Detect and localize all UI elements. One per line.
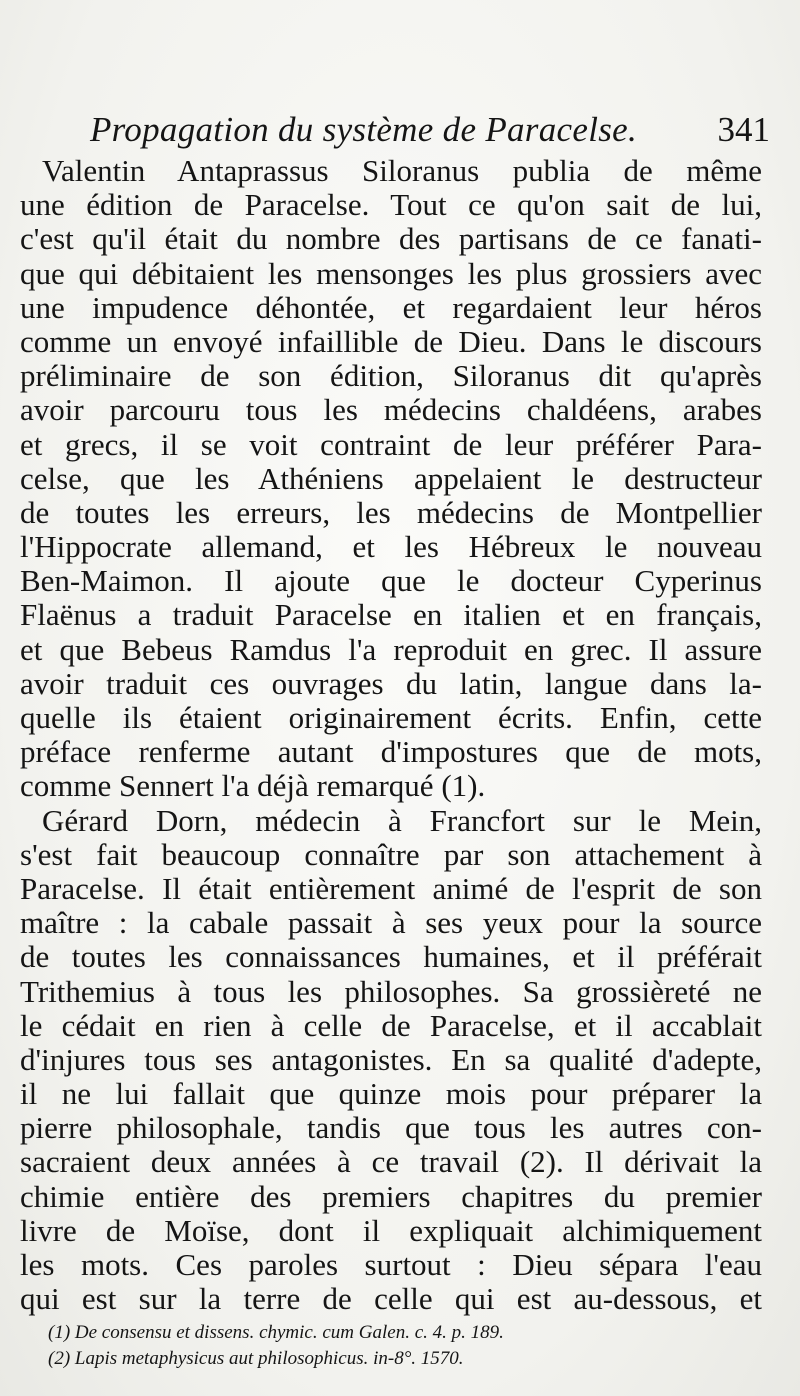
text-line: il ne lui fallait que quinze mois pour préparer la <box>20 1076 762 1112</box>
text-line: Ben-Maimon. Il ajoute que le docteur Cyperinus <box>20 563 762 599</box>
text-line: pierre philosophale, tandis que tous les autres con- <box>20 1110 762 1146</box>
text-line: que qui débitaient les mensonges les plus grossiers avec <box>20 255 762 291</box>
footnote: (1) De consensu et dissens. chymic. cum Galen. c. 4. p. 189. <box>48 1322 504 1343</box>
text-line: Paracelse. Il était entièrement animé de l'esprit de son <box>20 870 762 906</box>
text-line: de toutes les erreurs, les médecins de Montpellier <box>20 494 762 530</box>
text-line: le cédait en rien à celle de Paracelse, et il accablait <box>20 1007 762 1043</box>
text-line: Valentin Antaprassus Siloranus publia de même <box>42 153 762 188</box>
page-number: 341 <box>717 110 770 149</box>
text-line: c'est qu'il était du nombre des partisans de ce fanati- <box>20 221 762 257</box>
text-line: avoir traduit ces ouvrages du latin, langue dans la- <box>20 665 762 701</box>
text-line: de toutes les connaissances humaines, et il préférait <box>20 939 762 975</box>
text-line: une impudence déhontée, et regardaient leur héros <box>20 289 762 325</box>
text-line: préface renferme autant d'impostures que de mots, <box>20 734 762 770</box>
text-line: sacraient deux années à ce travail (2). Il dérivait la <box>20 1144 762 1180</box>
text-line: maître : la cabale passait à ses yeux pour la source <box>20 905 762 941</box>
text-line: comme un envoyé infaillible de Dieu. Dans le discours <box>20 323 762 359</box>
text-line: s'est fait beaucoup connaître par son attachement à <box>20 836 762 872</box>
body-text <box>20 154 762 1316</box>
text-line: chimie entière des premiers chapitres du premier <box>20 1178 762 1214</box>
text-line: une édition de Paracelse. Tout ce qu'on sait de lui, <box>20 187 762 223</box>
text-line: comme Sennert l'a déjà remarqué (1). <box>20 768 486 804</box>
text-line: quelle ils étaient originairement écrits. Enfin, cette <box>20 700 762 735</box>
running-head <box>90 110 770 154</box>
text-line: les mots. Ces paroles surtout : Dieu sépara l'eau <box>20 1247 762 1282</box>
text-line: et grecs, il se voit contraint de leur préférer Para- <box>20 426 762 462</box>
text-line: avoir parcouru tous les médecins chaldéens, arabes <box>20 392 762 428</box>
text-line: l'Hippocrate allemand, et les Hébreux le nouveau <box>20 529 762 565</box>
text-line: et que Bebeus Ramdus l'a reproduit en grec. Il assure <box>20 631 762 667</box>
text-line: Gérard Dorn, médecin à Francfort sur le Mein, <box>42 802 762 838</box>
footnote: (2) Lapis metaphysicus aut philosophicus. in-8°. 1570. <box>48 1348 464 1369</box>
text-line: qui est sur la terre de celle qui est au-dessous, et <box>20 1281 762 1317</box>
text-line: livre de Moïse, dont il expliquait alchimiquement <box>20 1212 762 1248</box>
running-title: Propagation du système de Paracelse. <box>90 110 638 149</box>
text-line: celse, que les Athéniens appelaient le destructeur <box>20 460 762 496</box>
text-line: préliminaire de son édition, Siloranus dit qu'après <box>20 358 762 394</box>
text-line: Flaënus a traduit Paracelse en italien et en français, <box>20 597 762 633</box>
text-line: Trithemius à tous les philosophes. Sa grossièreté ne <box>20 973 762 1009</box>
text-line: d'injures tous ses antagonistes. En sa qualité d'adepte, <box>20 1041 762 1077</box>
footnotes <box>48 1320 748 1372</box>
